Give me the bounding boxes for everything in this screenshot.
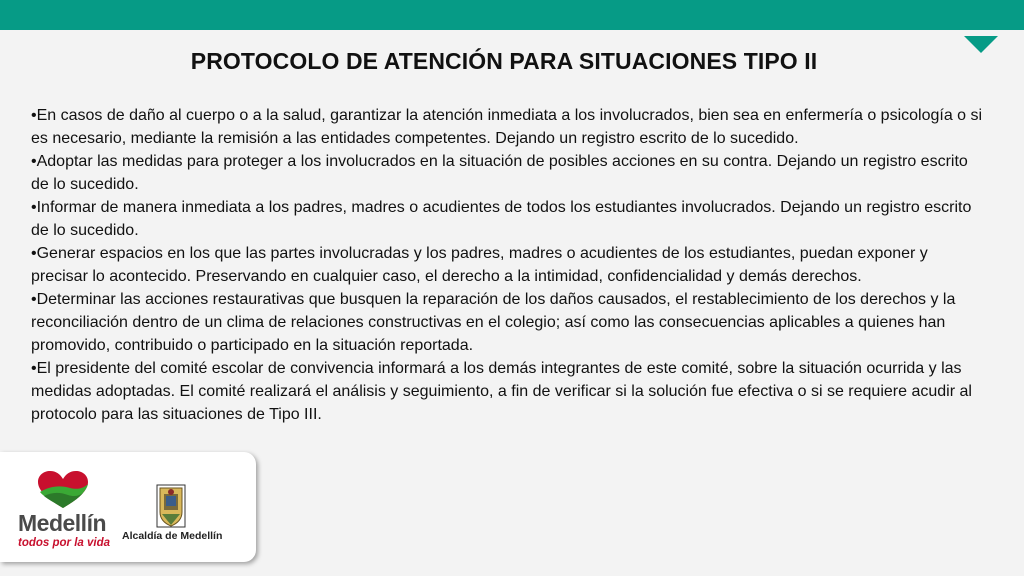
alcaldia-name: Alcaldía de Medellín: [122, 530, 223, 542]
coat-of-arms-icon: [156, 484, 186, 528]
bullet-list: [31, 104, 986, 426]
top-accent-bar: [0, 0, 1024, 30]
bullet-item: •Determinar las acciones restaurativas que busquen la reparación de los daños causados, el restablecimiento de los derechos y la reconciliación dentro de un clima de relaciones constructivas en el colegio; así como las consecuencias aplicables a quienes han promovido, contribuido o participado en la situación reportada.: [31, 291, 956, 354]
brand-slogan: todos por la vida: [18, 537, 111, 549]
bullet-item: •Informar de manera inmediata a los padres, madres o acudientes de todos los estudiantes involucrados. Dejando un registro escrito de lo sucedido.: [31, 199, 972, 239]
heart-logo-icon: [36, 470, 90, 510]
bullet-item: •En casos de daño al cuerpo o a la salud, garantizar la atención inmediata a los involucrados, bien sea en enfermería o psicología o si es necesario, mediante la remisión a las entidades competentes. Dejando un registro escrito de lo sucedido.: [31, 107, 983, 147]
slide-title: PROTOCOLO DE ATENCIÓN PARA SITUACIONES TIPO II: [190, 48, 818, 74]
brand-name: Medellín: [18, 510, 107, 536]
bullet-item: •Generar espacios en los que las partes involucradas y los padres, madres o acudientes de los estudiantes, puedan exponer y precisar lo acontecido. Preservando en cualquier caso, el derecho a la intimidad, confidencialidad y demás derechos.: [31, 245, 928, 285]
logo-panel: [0, 452, 256, 562]
bullet-item: •El presidente del comité escolar de convivencia informará a los demás integrantes de este comité, sobre la situación ocurrida y las medidas adoptadas. El comité realizará el análisis y seguimiento, a fin de verificar si la solución fue efectiva o si se requiere acudir al protocolo para las situaciones de Tipo III.: [31, 360, 972, 423]
medellin-logo: [14, 470, 114, 554]
bullet-item: •Adoptar las medidas para proteger a los involucrados en la situación de posibles acciones en su contra. Dejando un registro escrito de lo sucedido.: [31, 153, 968, 193]
